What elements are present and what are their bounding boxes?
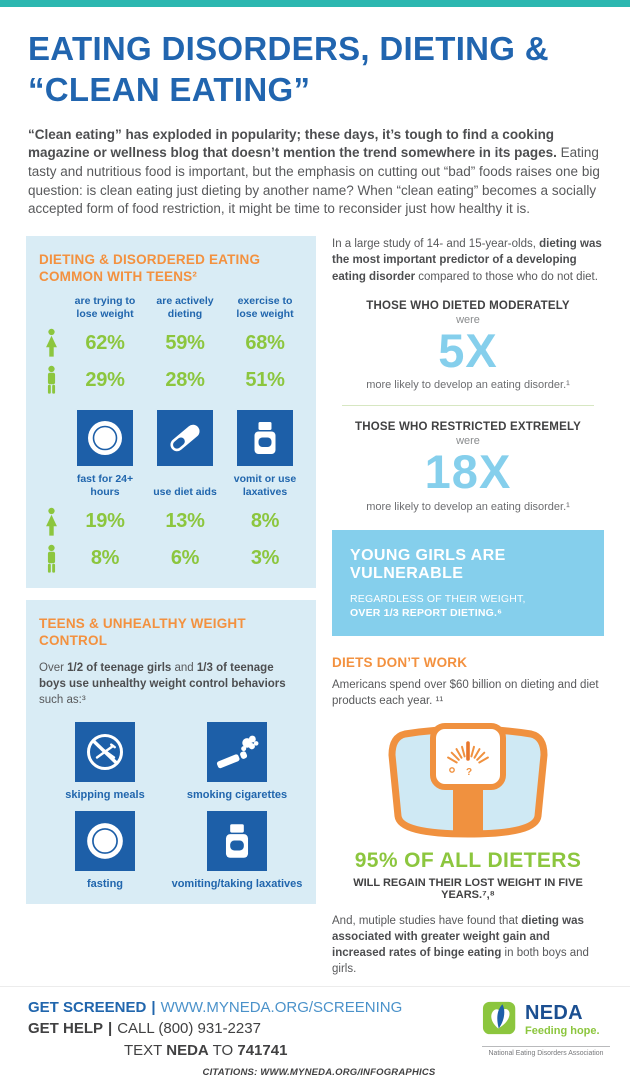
behavior-item (171, 811, 303, 890)
intro-paragraph (28, 126, 606, 219)
closing-text: in both boys and girls. (332, 947, 589, 976)
closing-paragraph (332, 913, 604, 977)
right-column (326, 236, 604, 978)
stat-value: 8% (250, 510, 280, 533)
stat-value: 51% (245, 368, 285, 391)
separator: | (108, 1020, 113, 1038)
intro-bold-text: “Clean eating” has exploded in popularity; these days, it’s tough to find a cooking magazine or wellness blog that doesn’t mention the trend somewhere in its pages. (28, 126, 557, 161)
behavior-item-label: skipping meals (65, 788, 145, 801)
study-intro (332, 236, 604, 285)
girl-icon (39, 328, 63, 358)
block-caption: more likely to develop an eating disorder.¹ (366, 500, 570, 513)
block-caption: more likely to develop an eating disorder.¹ (366, 379, 570, 392)
wc-text: and (171, 661, 197, 674)
stat-value: 28% (165, 368, 205, 391)
behavior-item (39, 722, 171, 801)
neda-logo-org-name: National Eating Disorders Association (482, 1046, 610, 1057)
study-text: compared to those who do not diet. (415, 270, 598, 283)
banner-subtext (350, 592, 586, 621)
wc-text: Over (39, 661, 68, 674)
empty-plate-icon (77, 410, 133, 466)
stat-value: 59% (165, 331, 205, 354)
boy-icon (39, 365, 63, 395)
svg-text:?: ? (465, 767, 473, 779)
title-line-1: EATING DISORDERS, DIETING & (28, 30, 549, 67)
stat-column-header: are trying to lose weight (74, 295, 136, 321)
extreme-restriction-block (332, 421, 604, 512)
screening-url-link[interactable]: WWW.MYNEDA.ORG/SCREENING (160, 998, 403, 1016)
multiplier-18x: 18X (424, 445, 512, 499)
stat-value: 19% (85, 510, 125, 533)
behavior-item-label: fasting (86, 877, 124, 890)
help-phone: CALL (800) 931-2237 (117, 1020, 261, 1038)
laxatives-bottle-icon (207, 811, 267, 871)
stat-value: 3% (250, 547, 280, 570)
behavior-item-label: smoking cigarettes (186, 788, 288, 801)
wc-text-bold: 1/3 of teenage boys use unhealthy weight control behaviors (39, 661, 286, 690)
behavior-item (39, 811, 171, 890)
header (0, 7, 630, 219)
get-help-label: GET HELP (28, 1020, 104, 1038)
moderate-diet-block (332, 300, 604, 391)
top-accent-bar (0, 0, 630, 7)
diets-paragraph: Americans spend over $60 billion on dieting and diet products each year. ¹¹ (332, 678, 599, 708)
banner-line-2: OVER 1/3 REPORT DIETING.⁶ (350, 607, 503, 620)
section-divider (342, 405, 594, 406)
footer-contact-block (28, 997, 402, 1062)
stat-value: 68% (245, 331, 285, 354)
laxatives-bottle-icon (237, 410, 293, 466)
no-food-icon (75, 722, 135, 782)
footer (0, 986, 630, 1078)
behavior-label: use diet aids (153, 486, 217, 499)
neda-logo-name: NEDA (525, 1002, 583, 1025)
text-help-line (28, 1040, 402, 1062)
cigarette-icon (207, 722, 267, 782)
dieters-stat-subtitle: WILL REGAIN THEIR LOST WEIGHT IN FIVE YEARS.⁷,⁸ (353, 877, 583, 902)
text-help-text: TO (208, 1042, 238, 1060)
stat-column-header: are actively dieting (156, 295, 214, 321)
weight-control-heading: TEENS & UNHEALTHY WEIGHT CONTROL (39, 615, 246, 649)
stat-column-header: exercise to lose weight (236, 295, 294, 321)
study-text-bold: dieting was the most important predictor of a developing eating disorder (332, 237, 602, 283)
wc-text-bold: 1/2 of teenage girls (67, 661, 172, 674)
neda-logo-icon (482, 999, 520, 1042)
boy-icon (39, 544, 63, 574)
title-line-2: “CLEAN EATING” (28, 70, 311, 108)
neda-logo-tagline: Feeding hope. (525, 1025, 600, 1038)
block-were: were (456, 435, 480, 448)
block-heading: THOSE WHO DIETED MODERATELY (366, 299, 570, 312)
teen-stats-grid (39, 295, 303, 574)
study-text: In a large study of 14- and 15-year-olds, (332, 237, 540, 250)
text-help-text: TEXT (124, 1042, 167, 1060)
get-screened-line (28, 997, 402, 1019)
stat-value: 62% (85, 331, 125, 354)
block-heading: THOSE WHO RESTRICTED EXTREMELY (354, 421, 581, 434)
wc-text: such as:³ (39, 693, 86, 706)
left-column (26, 236, 316, 978)
intro-regular-text: Eating tasty and nutritious food is important, but the emphasis on cutting out “bad” foods raises one big question: is clean eating just dieting by another name? When “clean eating” becomes a socially accepted form of food restriction, it might be time to reconsider just how healthy it is. (28, 145, 600, 217)
bathroom-scale-illustration (332, 719, 604, 841)
behavior-item-label: vomiting/taking laxatives (171, 877, 303, 890)
stat-value: 29% (85, 368, 125, 391)
content-columns (0, 236, 630, 978)
empty-plate-icon (75, 811, 135, 871)
text-help-keyword: NEDA (166, 1042, 209, 1060)
multiplier-5x: 5X (438, 323, 498, 377)
girl-icon (39, 507, 63, 537)
stat-value: 13% (165, 510, 205, 533)
neda-logo (482, 997, 610, 1057)
dieting-stats-panel (26, 236, 316, 588)
dieters-stat-title: 95% OF ALL DIETERS (354, 849, 582, 873)
get-screened-label: GET SCREENED (28, 998, 147, 1016)
behavior-label: vomit or use laxatives (233, 473, 297, 499)
diets-dont-work-heading: DIETS DON’T WORK (332, 654, 468, 670)
closing-text-bold: dieting was associated with greater weight gain and increased rates of binge eating (332, 915, 584, 960)
text-help-number: 741741 (237, 1042, 288, 1060)
stat-value: 8% (90, 547, 120, 570)
closing-text: And, mutiple studies have found that (332, 915, 522, 928)
banner-line-1: REGARDLESS OF THEIR WEIGHT, (350, 592, 526, 605)
behavior-icon-grid (39, 722, 303, 890)
citations-line: CITATIONS: WWW.MYNEDA.ORG/INFOGRAPHICS (202, 1066, 436, 1078)
pill-icon (157, 410, 213, 466)
block-were: were (456, 313, 480, 326)
stat-value: 6% (170, 547, 200, 570)
behavior-item (171, 722, 303, 801)
young-girls-banner (332, 530, 604, 636)
banner-title: YOUNG GIRLS ARE VULNERABLE (350, 546, 506, 582)
behavior-label: fast for 24+ hours (76, 473, 134, 499)
weight-control-panel (26, 600, 316, 904)
dieting-panel-heading: DIETING & DISORDERED EATING COMMON WITH TEENS² (39, 251, 261, 285)
separator: | (151, 998, 156, 1016)
page-title (28, 29, 602, 111)
get-help-line (28, 1018, 402, 1040)
weight-control-intro (39, 660, 303, 708)
